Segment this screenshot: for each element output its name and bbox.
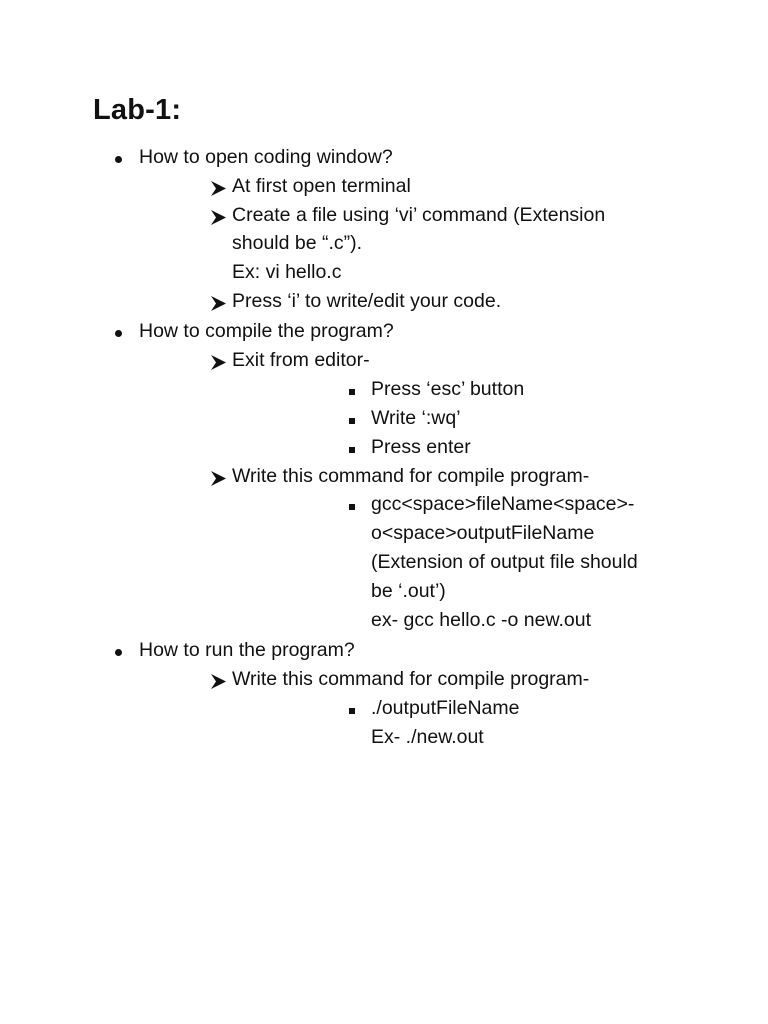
- step-text: Write this command for compile program-: [232, 668, 590, 690]
- substep-text: ex- gcc hello.c -o new.out: [371, 609, 592, 631]
- substep-text: o<space>outputFileName: [371, 522, 595, 544]
- arrow-bullet-icon: [210, 180, 227, 197]
- arrow-bullet-icon: [210, 354, 227, 371]
- step-text: Create a file using ‘vi’ command (Extension: [232, 204, 606, 226]
- substep-text: Write ‘:wq’: [371, 407, 461, 429]
- substep-text: ./outputFileName: [371, 697, 520, 719]
- square-bullet-icon: [349, 433, 355, 462]
- section-heading: How to compile the program?: [139, 320, 394, 342]
- bullet-dot-icon: [115, 317, 122, 346]
- bullet-dot-icon: [115, 143, 122, 172]
- square-bullet-icon: [349, 694, 355, 723]
- substep-text: gcc<space>fileName<space>-: [371, 493, 635, 515]
- arrow-bullet-icon: [210, 209, 227, 226]
- section-heading: How to open coding window?: [139, 146, 393, 168]
- substep-text: be ‘.out’): [371, 580, 446, 602]
- step-text: Exit from editor-: [232, 349, 370, 371]
- substep-text: Press enter: [371, 436, 471, 458]
- arrow-bullet-icon: [210, 295, 227, 312]
- substep-text: (Extension of output file should: [371, 551, 638, 573]
- square-bullet-icon: [349, 490, 355, 519]
- arrow-bullet-icon: [210, 470, 227, 487]
- bullet-dot-icon: [115, 636, 122, 665]
- square-bullet-icon: [349, 375, 355, 404]
- step-text: Ex: vi hello.c: [232, 261, 342, 283]
- section-heading: How to run the program?: [139, 639, 355, 661]
- square-bullet-icon: [349, 404, 355, 433]
- step-text: should be “.c”).: [232, 232, 363, 254]
- step-text: Press ‘i’ to write/edit your code.: [232, 290, 502, 312]
- step-text: At first open terminal: [232, 175, 411, 197]
- page-title: Lab-1:: [93, 94, 182, 126]
- arrow-bullet-icon: [210, 673, 227, 690]
- step-text: Write this command for compile program-: [232, 465, 590, 487]
- substep-text: Press ‘esc’ button: [371, 378, 525, 400]
- substep-text: Ex- ./new.out: [371, 726, 484, 748]
